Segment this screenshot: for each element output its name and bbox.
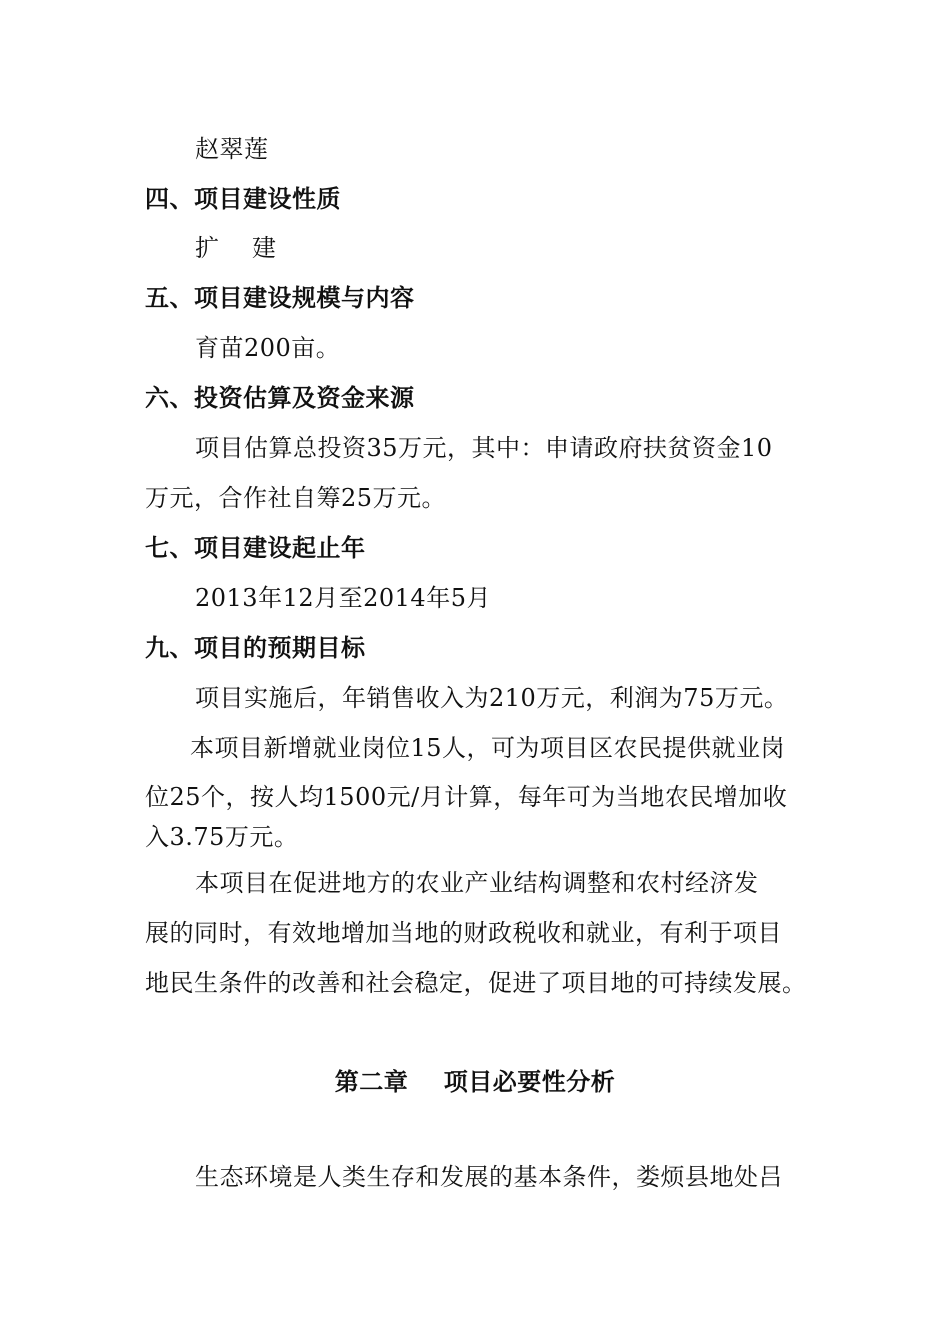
ecology-line-1: 生态环境是人类生存和发展的基本条件，娄烦县地处吕 [195,1163,783,1191]
investment-line-1: 项目估算总投资35万元，其中：申请政府扶贫资金10 [195,434,773,462]
jobs-line-3: 入3.75万元。 [145,823,299,851]
section-heading-6: 六、投资估算及资金来源 [145,384,415,412]
section-heading-9: 九、项目的预期目标 [145,634,366,662]
construction-period: 2013年12月至2014年5月 [195,584,491,612]
investment-line-2: 万元，合作社自筹25万元。 [145,484,447,512]
target-line-1: 项目实施后，年销售收入为210万元，利润为75万元。 [195,684,789,712]
owner-name: 赵翠莲 [195,135,269,163]
section-heading-4: 四、项目建设性质 [145,185,341,213]
construction-scale: 育苗200亩。 [195,334,341,362]
benefit-line-3: 地民生条件的改善和社会稳定，促进了项目地的可持续发展。 [145,969,807,997]
benefit-line-2: 展的同时，有效地增加当地的财政税收和就业，有利于项目 [145,919,782,947]
jobs-line-1: 本项目新增就业岗位15人，可为项目区农民提供就业岗 [190,734,786,762]
jobs-line-2: 位25个，按人均1500元/月计算，每年可为当地农民增加收 [145,783,788,811]
construction-nature: 扩 建 [195,234,277,262]
section-heading-5: 五、项目建设规模与内容 [145,284,415,312]
chapter-title: 第二章 项目必要性分析 [334,1068,616,1096]
benefit-line-1: 本项目在促进地方的农业产业结构调整和农村经济发 [195,869,759,897]
section-heading-7: 七、项目建设起止年 [145,534,366,562]
